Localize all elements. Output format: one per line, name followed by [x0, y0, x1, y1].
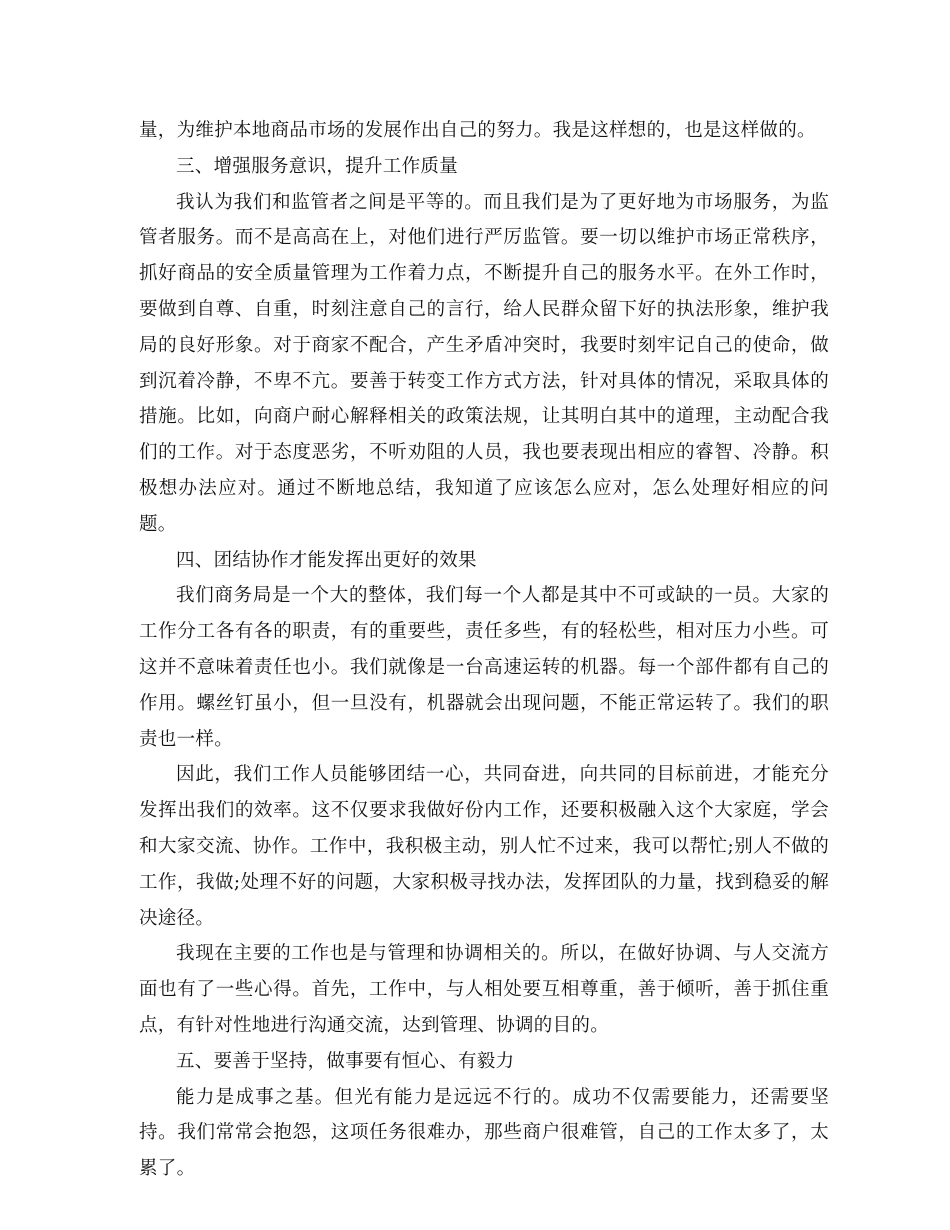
- paragraph-teamwork: 我们商务局是一个大的整体，我们每一个人都是其中不可或缺的一员。大家的工作分工各有各的职责，有的重要些，责任多些，有的轻松些，相对压力小些。可这并不意味着责任也小。我们就像是一台高速运转的机器。每一个部件都有自己的作用。螺丝钉虽小，但一旦没有，机器就会出现问题，不能正常运转了。我们的职责也一样。: [139, 585, 829, 750]
- section-heading-4: 四、团结协作才能发挥出更好的效果: [176, 549, 477, 571]
- document-body: [139, 113, 829, 1187]
- paragraph-continued: 量，为维护本地商品市场的发展作出自己的努力。我是这样想的，也是这样做的。: [139, 120, 816, 141]
- paragraph-persistence: 能力是成事之基。但光有能力是远远不行的。成功不仅需要能力，还需要坚持。我们常常会抱怨，这项任务很难办，那些商户很难管，自己的工作太多了，太累了。: [139, 1086, 829, 1180]
- paragraph-service: 我认为我们和监管者之间是平等的。而且我们是为了更好地为市场服务，为监管者服务。而不是高高在上，对他们进行严厉监管。要一切以维护市场正常秩序，抓好商品的安全质量管理为工作着力点，不断提升自己的服务水平。在外工作时，要做到自尊、自重，时刻注意自己的言行，给人民群众留下好的执法形象，维护我局的良好形象。对于商家不配合，产生矛盾冲突时，我要时刻牢记自己的使命，做到沉着冷静，不卑不亢。要善于转变工作方式方法，针对具体的情况，采取具体的措施。比如，向商户耐心解释相关的政策法规，让其明白其中的道理，主动配合我们的工作。对于态度恶劣，不听劝阻的人员，我也要表现出相应的睿智、冷静。积极想办法应对。通过不断地总结，我知道了应该怎么应对，怎么处理好相应的问题。: [139, 191, 829, 535]
- paragraph-unity: 因此，我们工作人员能够团结一心，共同奋进，向共同的目标前进，才能充分发挥出我们的效率。这不仅要求我做好份内工作，还要积极融入这个大家庭，学会和大家交流、协作。工作中，我积极主动，别人忙不过来，我可以帮忙;别人不做的工作，我做;处理不好的问题，大家积极寻找办法，发挥团队的力量，找到稳妥的解决途径。: [139, 764, 829, 929]
- section-heading-5: 五、要善于坚持，做事要有恒心、有毅力: [176, 1050, 515, 1072]
- section-heading-3: 三、增强服务意识，提升工作质量: [176, 155, 459, 177]
- paragraph-coordination: 我现在主要的工作也是与管理和协调相关的。所以，在做好协调、与人交流方面也有了一些心得。首先，工作中，与人相处要互相尊重，善于倾听，善于抓住重点，有针对性地进行沟通交流，达到管理、协调的目的。: [139, 943, 829, 1036]
